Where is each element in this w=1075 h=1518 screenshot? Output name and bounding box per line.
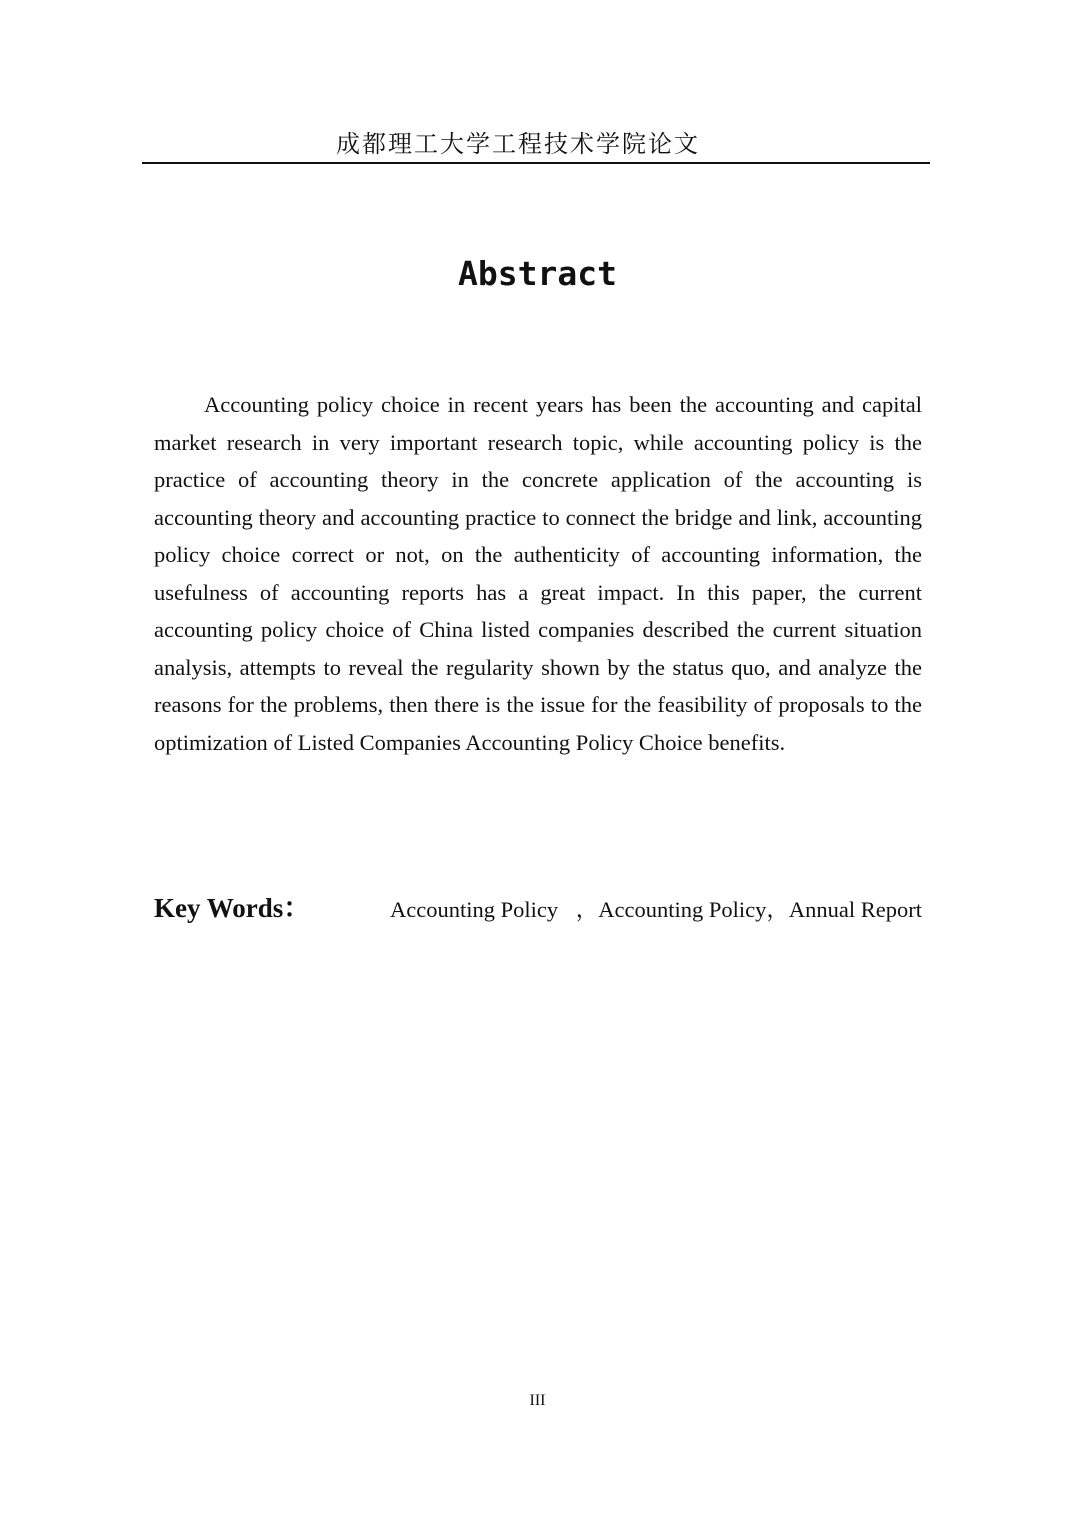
header-institution-title: 成都理工大学工程技术学院论文: [336, 130, 700, 158]
keyword-separator: ，: [575, 897, 599, 922]
keyword-item: Annual Report: [788, 897, 922, 922]
abstract-title: Abstract: [458, 254, 617, 293]
abstract-body: Accounting policy choice in recent years has been the accounting and capital market research in very important research topic, while accounting policy is the practice of accounting theory in the concrete application of the accounting is accounting theory and accounting practice to connect the bridge and link, accounting policy choice correct or not, on the authenticity of accounting information, the usefulness of accounting reports has a great impact. In this paper, the current accounting policy choice of China listed companies described the current situation analysis, attempts to reveal the regularity shown by the status quo, and analyze the reasons for the problems, then there is the issue for the feasibility of proposals to the optimization of Listed Companies Accounting Policy Choice benefits.: [154, 392, 922, 755]
keyword-item: Accounting Policy: [390, 897, 559, 922]
keyword-item: Accounting Policy: [598, 897, 767, 922]
keywords-label: Key Words：: [154, 893, 311, 923]
running-header: [142, 118, 930, 164]
keywords-values: [390, 892, 922, 928]
page-number: III: [529, 1392, 546, 1409]
keyword-separator: ，: [766, 897, 789, 922]
keywords-line: [154, 890, 922, 928]
